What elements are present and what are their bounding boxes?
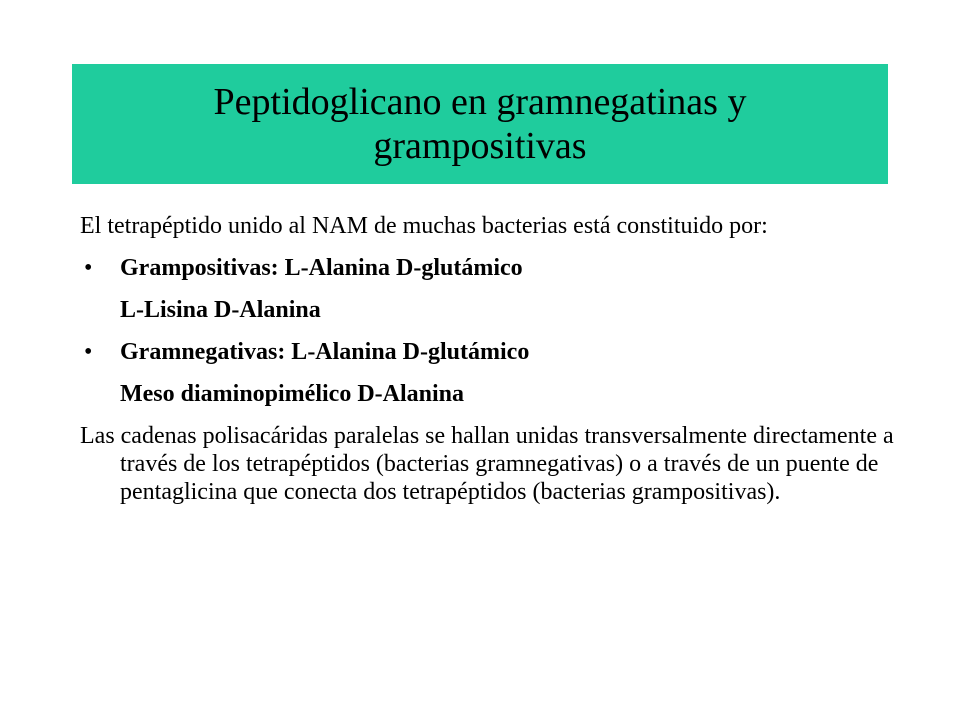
bullet-icon: • [84, 255, 93, 281]
bullet-item-grampositivas [80, 254, 900, 282]
bullet-text: Grampositivas: L-Alanina D-glutámico [120, 255, 523, 281]
bullet-text: Gramnegativas: L-Alanina D-glutámico [120, 339, 530, 365]
bullet-continuation: L-Lisina D-Alanina [120, 297, 321, 323]
title-banner [72, 64, 888, 184]
closing-paragraph: Las cadenas polisacáridas paralelas se hallan unidas transversalmente directamente a través de los tetrapéptidos (bacterias gramnegativas) o a través de un puente de pentaglicina que conecta dos tetrapéptidos (bacterias grampositivas). [80, 423, 894, 505]
bullet-item-gramnegativas [80, 338, 900, 366]
intro-paragraph: El tetrapéptido unido al NAM de muchas bacterias está constituido por: [80, 213, 768, 239]
slide-title: Peptidoglicano en gramnegatinas y grampositivas [213, 81, 747, 167]
bullet-continuation: Meso diaminopimélico D-Alanina [120, 381, 465, 407]
slide-body [80, 212, 900, 520]
bullet-icon: • [84, 339, 93, 365]
